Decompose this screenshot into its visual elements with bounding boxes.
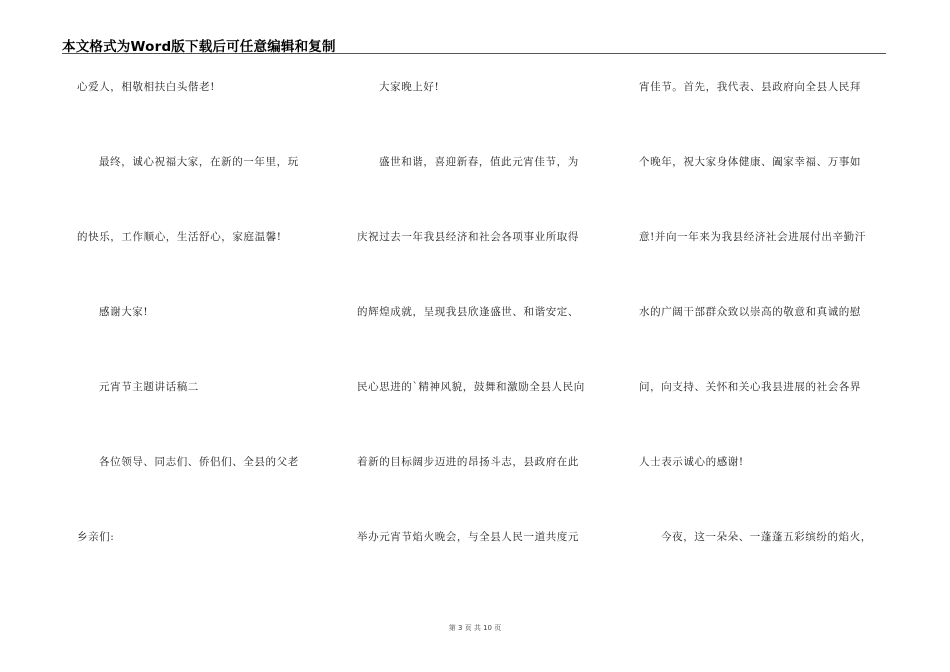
text-line: 个晚年，祝大家身体健康、阖家幸福、万事如 <box>639 156 861 168</box>
text-line: 人士表示诚心的感谢! <box>639 456 744 468</box>
text-line: 水的广阔干部群众致以崇高的敬意和真诚的慰 <box>639 306 861 318</box>
text-line: 问，向支持、关怀和关心我县进展的社会各界 <box>639 381 861 393</box>
page-footer: 第 3 页 共 10 页 <box>448 624 502 632</box>
text-line: 最终，诚心祝福大家，在新的一年里，玩 <box>99 156 299 168</box>
text-line: 举办元宵节焰火晚会，与全县人民一道共度元 <box>357 531 579 543</box>
text-line: 大家晚上好! <box>379 81 440 93</box>
text-column-1 <box>77 0 322 672</box>
section-heading: 元宵节主题讲话稿二 <box>99 381 199 393</box>
text-line: 今夜，这一朵朵、一蓬蓬五彩缤纷的焰火， <box>661 531 872 543</box>
text-line: 感谢大家! <box>99 306 149 318</box>
text-line: 各位领导、同志们、侨侣们、全县的父老 <box>99 456 299 468</box>
text-line: 的快乐，工作顺心，生活舒心，家庭温馨! <box>77 231 282 243</box>
text-line: 的辉煌成就，呈现我县欣逢盛世、和谐安定、 <box>357 306 579 318</box>
text-line: 民心思进的`精神风貌，鼓舞和激励全县人民向 <box>357 381 585 393</box>
text-line: 宵佳节。首先，我代表、县政府向全县人民拜 <box>639 81 861 93</box>
text-line: 意!并向一年来为我县经济社会进展付出辛勤汗 <box>639 231 866 243</box>
text-line: 心爱人，相敬相扶白头偕老! <box>77 81 216 93</box>
text-line: 乡亲们: <box>77 531 115 543</box>
page-header: 本文格式为Word版下载后可任意编辑和复制 <box>62 39 336 55</box>
text-column-3 <box>639 0 884 672</box>
text-column-2 <box>357 0 602 672</box>
text-line: 庆祝过去一年我县经济和社会各项事业所取得 <box>357 231 579 243</box>
text-line: 盛世和谐，喜迎新春，值此元宵佳节，为 <box>379 156 579 168</box>
text-line: 着新的目标阔步迈进的昂扬斗志，县政府在此 <box>357 456 579 468</box>
